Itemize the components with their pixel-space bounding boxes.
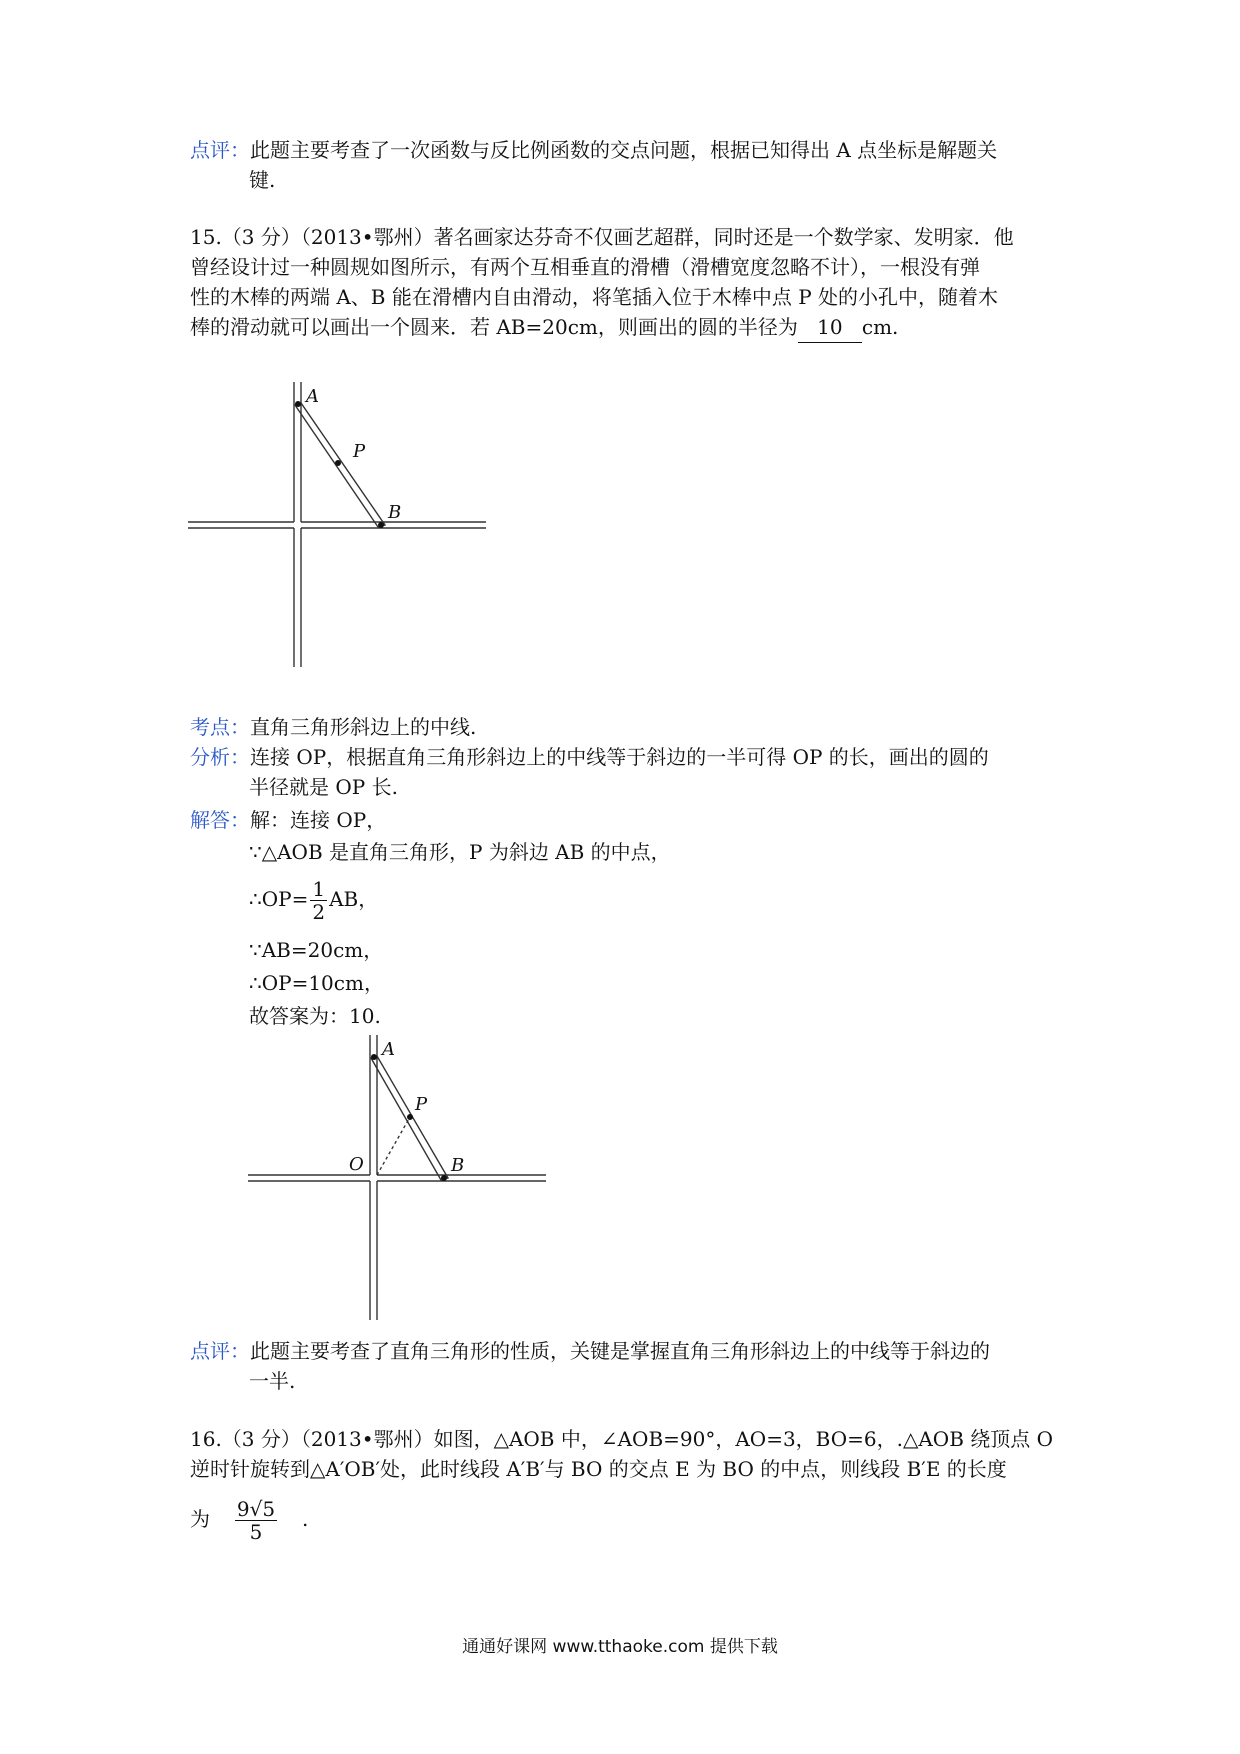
op-dashed-segment [377,1117,410,1175]
label-a: A [382,1039,395,1060]
review1-line2: 键. [249,168,276,192]
label-b: B [451,1155,465,1176]
jieda-line3: ∴OP= $\frac{1}{2}$ AB， [249,877,379,924]
compass-figure-2 [248,1035,548,1325]
fenxi-line1: 分析：连接 OP，根据直角三角形斜边上的中线等于斜边的一半可得 OP 的长，画出的圆的 [190,745,989,769]
label-a: A [306,386,319,407]
q16-line2: 逆时针旋转到△A′OB′处，此时线段 A′B′与 BO 的交点 E 为 BO 的中点，则线段 B′E 的长度 [190,1457,1007,1481]
q15-line3: 性的木棒的两端 A、B 能在滑槽内自由滑动，将笔插入位于木棒中点 P 处的小孔中，随着木 [190,285,999,309]
q15-line1: 15.（3 分）（2013•鄂州）著名画家达芬奇不仅画艺超群，同时还是一个数学家、发明家．他 [190,225,1014,249]
point-p [407,1114,413,1120]
q16-line3: 为 $\frac{9√5}{5}$ . [190,1494,308,1544]
answer-blank [210,1494,302,1544]
label-o: O [349,1154,364,1175]
q15-line4: 棒的滑动就可以画出一个圆来．若 AB=20cm，则画出的圆的半径为 10 cm. [190,312,898,343]
jieda-line6: 故答案为：10. [249,1004,381,1028]
label-b: B [388,502,402,523]
fenxi-line2: 半径就是 OP 长. [249,775,398,799]
jieda-line5: ∴OP=10cm， [249,971,384,995]
review-tag: 点评： [190,1339,250,1363]
label-p: P [353,441,366,462]
compass-figure-1 [188,382,488,672]
review-tag: 点评： [190,138,250,162]
q16-line1: 16.（3 分）（2013•鄂州）如图，△AOB 中，∠AOB=90°，AO=3，BO=6，.△AOB 绕顶点 O [190,1427,1054,1451]
review2-line2: 一半. [249,1369,296,1393]
footer: 通通好课网 www.tthaoke.com 提供下载 [462,1637,778,1657]
kaodian-line: 考点：直角三角形斜边上的中线. [190,715,477,739]
jieda-line1: 解答：解：连接 OP， [190,808,387,832]
review1-line1: 点评：此题主要考查了一次函数与反比例函数的交点问题，根据已知得出 A 点坐标是解题关 [190,138,998,162]
label-p: P [415,1094,428,1115]
answer-fraction: $\frac{9√5}{5}$ [236,1497,276,1544]
jieda-line4: ∵AB=20cm， [249,938,384,962]
point-b [378,522,384,528]
point-a [295,401,301,407]
point-p [335,460,341,466]
point-a [371,1054,377,1060]
jieda-line2: ∵△AOB 是直角三角形，P 为斜边 AB 的中点， [249,840,671,864]
q15-line2: 曾经设计过一种圆规如图所示，有两个互相垂直的滑槽（滑槽宽度忽略不计），一根没有弹 [190,255,980,279]
point-b [441,1175,447,1181]
review2-line1: 点评：此题主要考查了直角三角形的性质，关键是掌握直角三角形斜边上的中线等于斜边的 [190,1339,990,1363]
answer-blank: 10 [798,312,862,343]
fraction-one-half: $\frac{1}{2}$ [312,877,326,924]
